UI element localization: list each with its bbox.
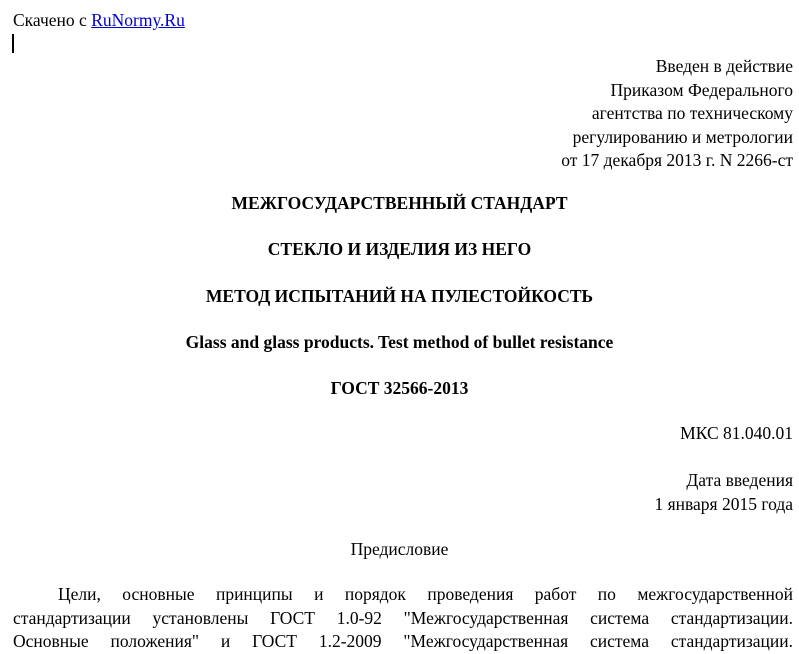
- paragraph-line: Цели, основные принципы и порядок проведения работ по межгосударственной: [58, 584, 793, 604]
- english-title: Glass and glass products. Test method of bullet resistance: [185, 332, 614, 352]
- paragraph-line: стандартизации установлены ГОСТ 1.0-92 "Межгосударственная система стандартизации.: [13, 607, 793, 628]
- text-cursor: [12, 34, 14, 53]
- source-line: [13, 8, 185, 32]
- foreword-heading: Предисловие: [350, 539, 449, 559]
- title-line-1: СТЕКЛО И ИЗДЕЛИЯ ИЗ НЕГО: [267, 239, 532, 259]
- approval-block: [561, 55, 793, 173]
- document-type-heading: МЕЖГОСУДАРСТВЕННЫЙ СТАНДАРТ: [231, 193, 568, 213]
- source-link[interactable]: RuNormy.Ru: [91, 10, 185, 30]
- approval-line: от 17 декабря 2013 г. N 2266-ст: [561, 150, 793, 170]
- title-line-2: МЕТОД ИСПЫТАНИЙ НА ПУЛЕСТОЙКОСТЬ: [205, 286, 594, 306]
- source-prefix: Скачено с: [13, 10, 92, 30]
- effective-date-value: 1 января 2015 года: [654, 493, 793, 514]
- standard-code: ГОСТ 32566-2013: [330, 378, 469, 398]
- effective-date-block: [654, 469, 793, 516]
- approval-line: агентства по техническому: [591, 103, 793, 123]
- paragraph-line: Основные положения" и ГОСТ 1.2-2009 "Межгосударственная система стандартизации.: [13, 631, 793, 651]
- approval-line: Приказом Федерального: [610, 79, 793, 100]
- foreword-paragraph: [13, 583, 793, 654]
- effective-date-label: Дата введения: [686, 470, 793, 490]
- mks-code: МКС 81.040.01: [680, 423, 793, 443]
- approval-line: регулированию и метрологии: [572, 126, 793, 147]
- approval-line: Введен в действие: [655, 56, 793, 76]
